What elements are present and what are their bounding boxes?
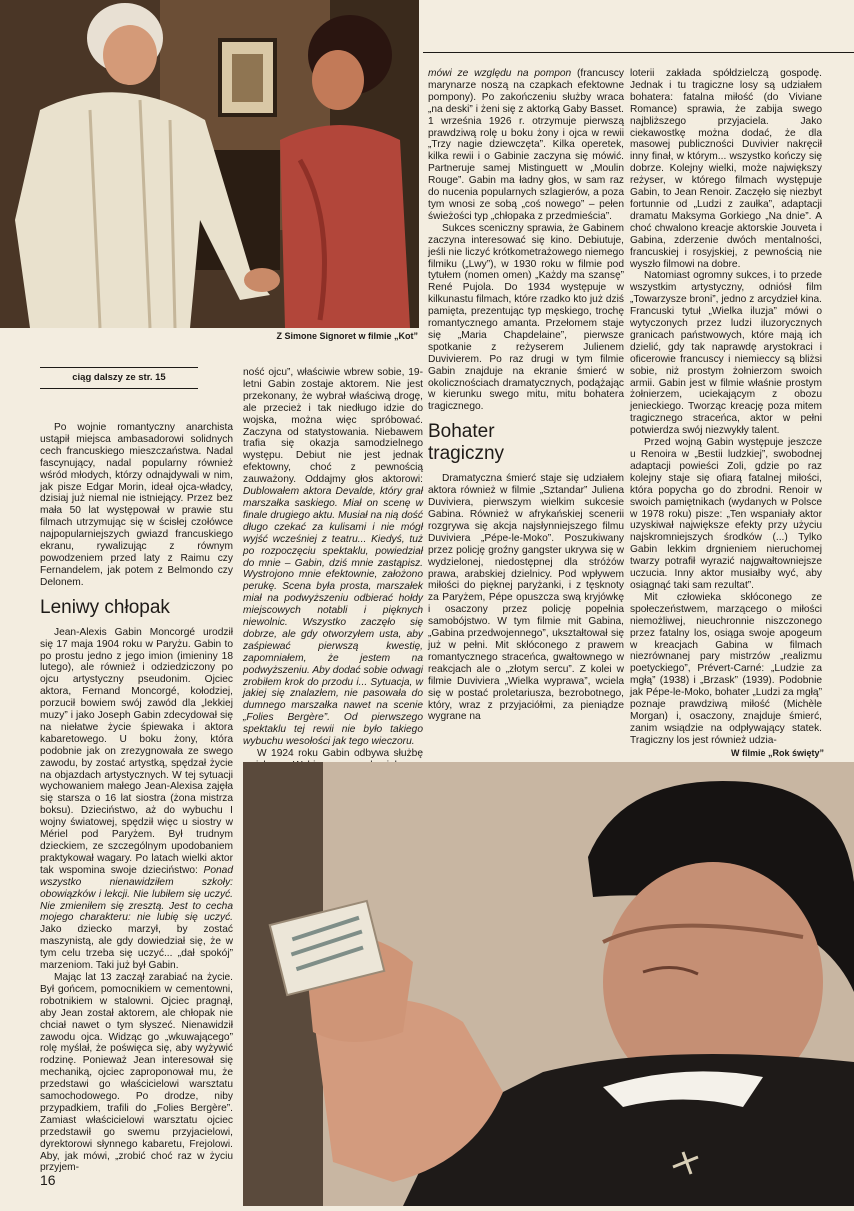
paragraph-text: ność ojcu”, właściwie wbrew sobie, 19-letni Gabin zostaje aktorem. Nie jest przekonany, że wybrał właściwą drogę, ale przecież i tak niedługo idzie do wojska, można więc spróbować. Zaczyna od statystowania. Niebawem trafia się okazja samodzielnego występu. Debiut nie jest jednak efektowny, choć z pewnością zauważony. Oddajmy głos aktorowi: <box>243 367 423 486</box>
paragraph-text: Jean-Alexis Gabin Moncorgé urodził się 17 maja 1904 roku w Paryżu. Gabin to po prostu jedno z jego imion (imieniny 18 lutego), ale również i odziedziczony po ojcu artystyczny pseudonim. Ojciec aktora, Fernand Moncorgé, kołodziej, porzucił bowiem swój zawód dla „lekkiej muzy” i jako Joseph Gabin zdecydował się na niełatwe życie śpiewaka i aktora kabaretowego. U boku żony, która podobnie jak on zrezygnowała ze swego zawodu, by zostać artystką, spędzał życie na objazdach artystycznych. W tej sytuacji wychowaniem małego Jean-Alexisa zajęła się starsza o 16 lat siostra (żona mistrza boksu). Dzieciństwo, aż do wybuchu I wojny światowej, spędził więc u siostry w Mériel pod Paryżem. Był trudnym dzieckiem, ze szczególnym upodobaniem praktykował wagary. Po latach wielki aktor tak wspomina swoje dzieciństwo: <box>40 626 233 876</box>
top-divider <box>423 52 854 53</box>
bottom-photo-illustration <box>243 762 854 1206</box>
top-photo-illustration <box>0 0 419 328</box>
continued-note: ciąg dalszy ze str. 15 <box>40 367 198 389</box>
paragraph-text: Jako dziecko marzył, by zostać maszynistą, ale gdy dowiedział się, że w tym celu trzeba się uczyć... „dał spokój” marzeniom. Taki już był Gabin. <box>40 924 233 972</box>
page-number: 16 <box>40 1172 56 1188</box>
paragraph <box>40 627 233 972</box>
paragraph: Przed wojną Gabin występuje jeszcze u Renoira w „Bestii ludzkiej”, swobodnej adaptacji powieści Zoli, gdzie po raz kolejny staje się ofiarą fatalnej miłości, która popycha go do zbrodni. Renoir w swoich pamiętnikach (wydanych w Polsce w 1978 roku) pisze: „Ten wspaniały aktor uzyskiwał największe efekty przy użyciu najskromniejszych środków (...) Tylko Gabin lekkim drgnieniem nieruchomej twarzy potrafił wyrazić najgwałtowniejsze uczucia. Inny aktor musiałby wyć, aby osiągnąć taki sam rezultat”. <box>630 437 822 591</box>
bottom-photo-caption: W filmie „Rok święty” <box>730 748 824 758</box>
paragraph: W 1924 roku Gabin odbywa służbę <box>257 748 423 759</box>
quote-text: mówi ze względu na pompon <box>428 68 572 79</box>
paragraph: Mit człowieka skłóconego ze społeczeństwem, marzącego o miłości niemożliwej, nieuchronnie niszczonego przez fatalny los, osiąga swoje apogeum w kreacjach Gabina w filmach niezrównanej pary mistrzów „realizmu poetyckiego”, Prévert-Carné: „Ludzie za mgłą” (1938) i „Brzask” (1939). Podobnie jak Pépe-le-Moko, bohater „Ludzi za mgłą” poznaje prawdziwą miłość (Michèle Morgan) i, osaczony, znajduje śmierć, zanim wsiądzie na odpływający statek. Tragiczny los jest również udzia- <box>630 591 822 746</box>
top-photo-caption: Z Simone Signoret w filmie „Kot” <box>276 331 418 341</box>
quote-text: Ponad wszystko nienawidziłem szkoły: obowiązków i lekcji. Nie lubiłem się uczyć. Nie zmieniłem się zresztą. Jest to cecha mojego charakteru: nie lubię się uczyć. <box>40 864 233 924</box>
bottom-photo <box>243 762 854 1206</box>
paragraph: loterii zakłada spółdzielczą gospodę. Jednak i tu tragiczne losy są udziałem bohatera: fatalna miłość (do Viviane Romance) sprawia, że zabija swego najbliższego przyjaciela. Jako ciekawostkę można dodać, że dla masowej publiczności Duvivier nakręcił inny finał, w którym... wszystko kończy się dobrze. Kolejny wielki, może największy reżyser, w którego filmach występuje Gabin, to Jean Renoir. Zaczęło się niezbyt fortunnie od „Ludzi z zaułka”, adaptacji dramatu Maksyma Gorkiego „Na dnie”. A choć chwalono kreacje aktorskie Jouveta i Gabina, zderzenie dwóch mentalności, francuskiej i rosyjskiej, z pewnością nie wyszło filmowi na dobre. <box>630 68 822 270</box>
paragraph <box>428 68 624 223</box>
paragraph: Dramatyczna śmierć staje się udziałem aktora również w filmie „Sztandar” Juliena Duviviera, pierwszym wielkim sukcesie Gabina. Również w afrykańskiej scenerii rozgrywa się akcja najsłynniejszego filmu Duviviera „Pépe-le-Moko”. Poszukiwany przez policję groźny gangster ukrywa się w wydzielonej, niedostępnej dla stróżów prawa, arabskiej dzielnicy. Pod wpływem miłości do pięknej paryżanki, i z tęsknoty za Paryżem, Pépe opuszcza swą kryjówkę i osaczony przez policję popełnia samobójstwo. W tym filmie mit Gabina, „Gabina przedwojennego”, ukształtował się już w pełni. Mit skłóconego z prawem romantycznego straceńca, gwałtownego w reakcjach ale o „złotym sercu”. Z kolei w filmie Duviviera „Wielka wyprawa”, wciela się w postać proletariusza, bezrobotnego, który, wraz z przyjaciółmi, za pieniądze wygrane na <box>428 473 624 723</box>
section-heading: Leniwy chłopak <box>40 596 170 618</box>
column-1 <box>40 422 233 1174</box>
paragraph: Sukces sceniczny sprawia, że Gabinem zaczyna interesować się kino. Debiutuje, jeśli nie liczyć krótkometrażowego niemego filmiku („Lwy”), w 1930 roku w filmie pod tytułem (nomen omen) „Każdy ma szansę” René Pujola. Do 1934 występuje w kilkunastu filmach, które rzadko kto już dziś pamięta, prezentując typ męskiego, trochę romantycznego amanta. Przełomem staje się „Maria Chapdelaine”, pierwsze spotkanie z reżyserem Julienem Duvivierem. Po raz drugi w tym filmie Gabin znajduje na ekranie śmierć w okolicznościach dramatycznych, podążając w kierunku swego mitu, mitu bohatera tragicznego. <box>428 222 624 413</box>
column-3 <box>428 68 624 760</box>
paragraph <box>243 367 423 748</box>
column-2 <box>243 367 423 760</box>
top-photo <box>0 0 419 328</box>
paragraph: Po wojnie romantyczny anarchista ustąpił miejsca ambasadorowi solidnych cech francuskiego mieszczaństwa. Nadal fascynujący, nadal popularny również wśród młodych, którzy odnajdywali w nim, jak pisze Edgar Morin, ideał ojca-władcy, dzisiaj już niemal nie istniejący. Przez bez mała 50 lat występował w prawie stu filmach utrzymując się w ścisłej czołówce najpopularniejszych gwiazd francuskiego ekranu, rywalizując z równym powodzeniem przed laty z Raimu czy Fernandelem, jak potem z Belmondo czy Delonem. <box>40 422 233 588</box>
column-4 <box>630 68 822 746</box>
paragraph-text: (francuscy marynarze noszą na czapkach efektowne pompony). Po zakończeniu służby wraca „na deski” i żeni się z aktorką Gaby Basset. 1 września 1926 r. otrzymuje pierwszą prawdziwą rolę u boku żony i ojca w rewii „Trzy nagie dziewczęta”. Kilka operetek, kilka rewii i o Gabinie zaczyna się mówić. Partneruje samej Mistinguett w „Moulin Rouge”. Gabin ma ładny głos, w sam raz do nucenia popularnych szlagierów, a poza tym wnosi ze sobą „coś nowego” – pełen świeżości typ „chłopaka z przedmieścia”. <box>428 68 624 222</box>
paragraph: Natomiast ogromny sukces, i to przede wszystkim artystyczny, odniósł film „Towarzysze broni”, jedno z arcydzieł kina. Francuski tytuł „Wielka iluzja” mówi o wytyczonych przez ludzi iluzorycznych granicach państwowych, które mają ich dzielić, gdy tak naprawdę arystokraci i oficerowie francuscy i niemieccy są bliżsi sobie, niż prostym żołnierzom swoich armii. Gabin jest w filmie właśnie prostym żołnierzem, uciekającym z obozu jenieckiego. Tworząc kreację poza mitem tragicznego straceńca, aktor w pełni potwierdza swój niezwykły talent. <box>630 270 822 437</box>
quote-text: Dublowałem aktora Devalde, który grał marszałka saskiego. Miał on scenę w finale drugiego aktu. Musiał na nią dość długo czekać za kulisami i nie mógł wyjść wcześniej z teatru... Kiedyś, tuż po rozpoczęciu spektaklu, powiedział do mnie – Gabin, dziś mnie zastąpisz. Wystrojono mnie efektownie, założono perukę. Scena była prosta, marszałek miał na podwyższeniu odbierać hołdy miejscowych notabli i pięknych niewolnic. Wszystko zaczęło się dobrze, ale gdy otworzyłem usta, aby zaśpiewać pierwszą kwestię, zapomniałem, że jestem na podwyższeniu. Aby dodać sobie odwagi zrobiłem krok do przodu i... Sytuacja, w jakiej się znalazłem, nie pasowała do dumnego marszałka nawet na scenie „Folies Bergère”. Od pierwszego spektaklu tej rewii nie było takiego wybuchu wesołości jak tego wieczoru. <box>243 486 423 748</box>
paragraph: Mając lat 13 zaczął zarabiać na życie. Był gońcem, pomocnikiem w cementowni, robotnikiem w stalowni. Ojciec pragnął, aby Jean został aktorem, ale chłopak nie chciał nawet o tym słyszeć. Nienawidził zawodu ojca. Widząc go „wkuwającego” rolę myślał, że poświęca się, aby wyżywić rodzinę. Ponieważ Jean interesował się mechaniką, ojciec zaproponował mu, że przedstawi go właścicielowi warsztatu samochodowego. Po drodze, niby przypadkiem, trafili do „Folies Bergère”. Zamiast właścicielowi warsztatu ojciec przedstawił go swemu przyjacielowi, dyrektorowi słynnego kabaretu, Frejolowi. Aby, jak mówi, „zrobić choć raz w życiu przyjem- <box>40 971 233 1174</box>
section-heading: Bohater tragiczny <box>428 421 505 465</box>
